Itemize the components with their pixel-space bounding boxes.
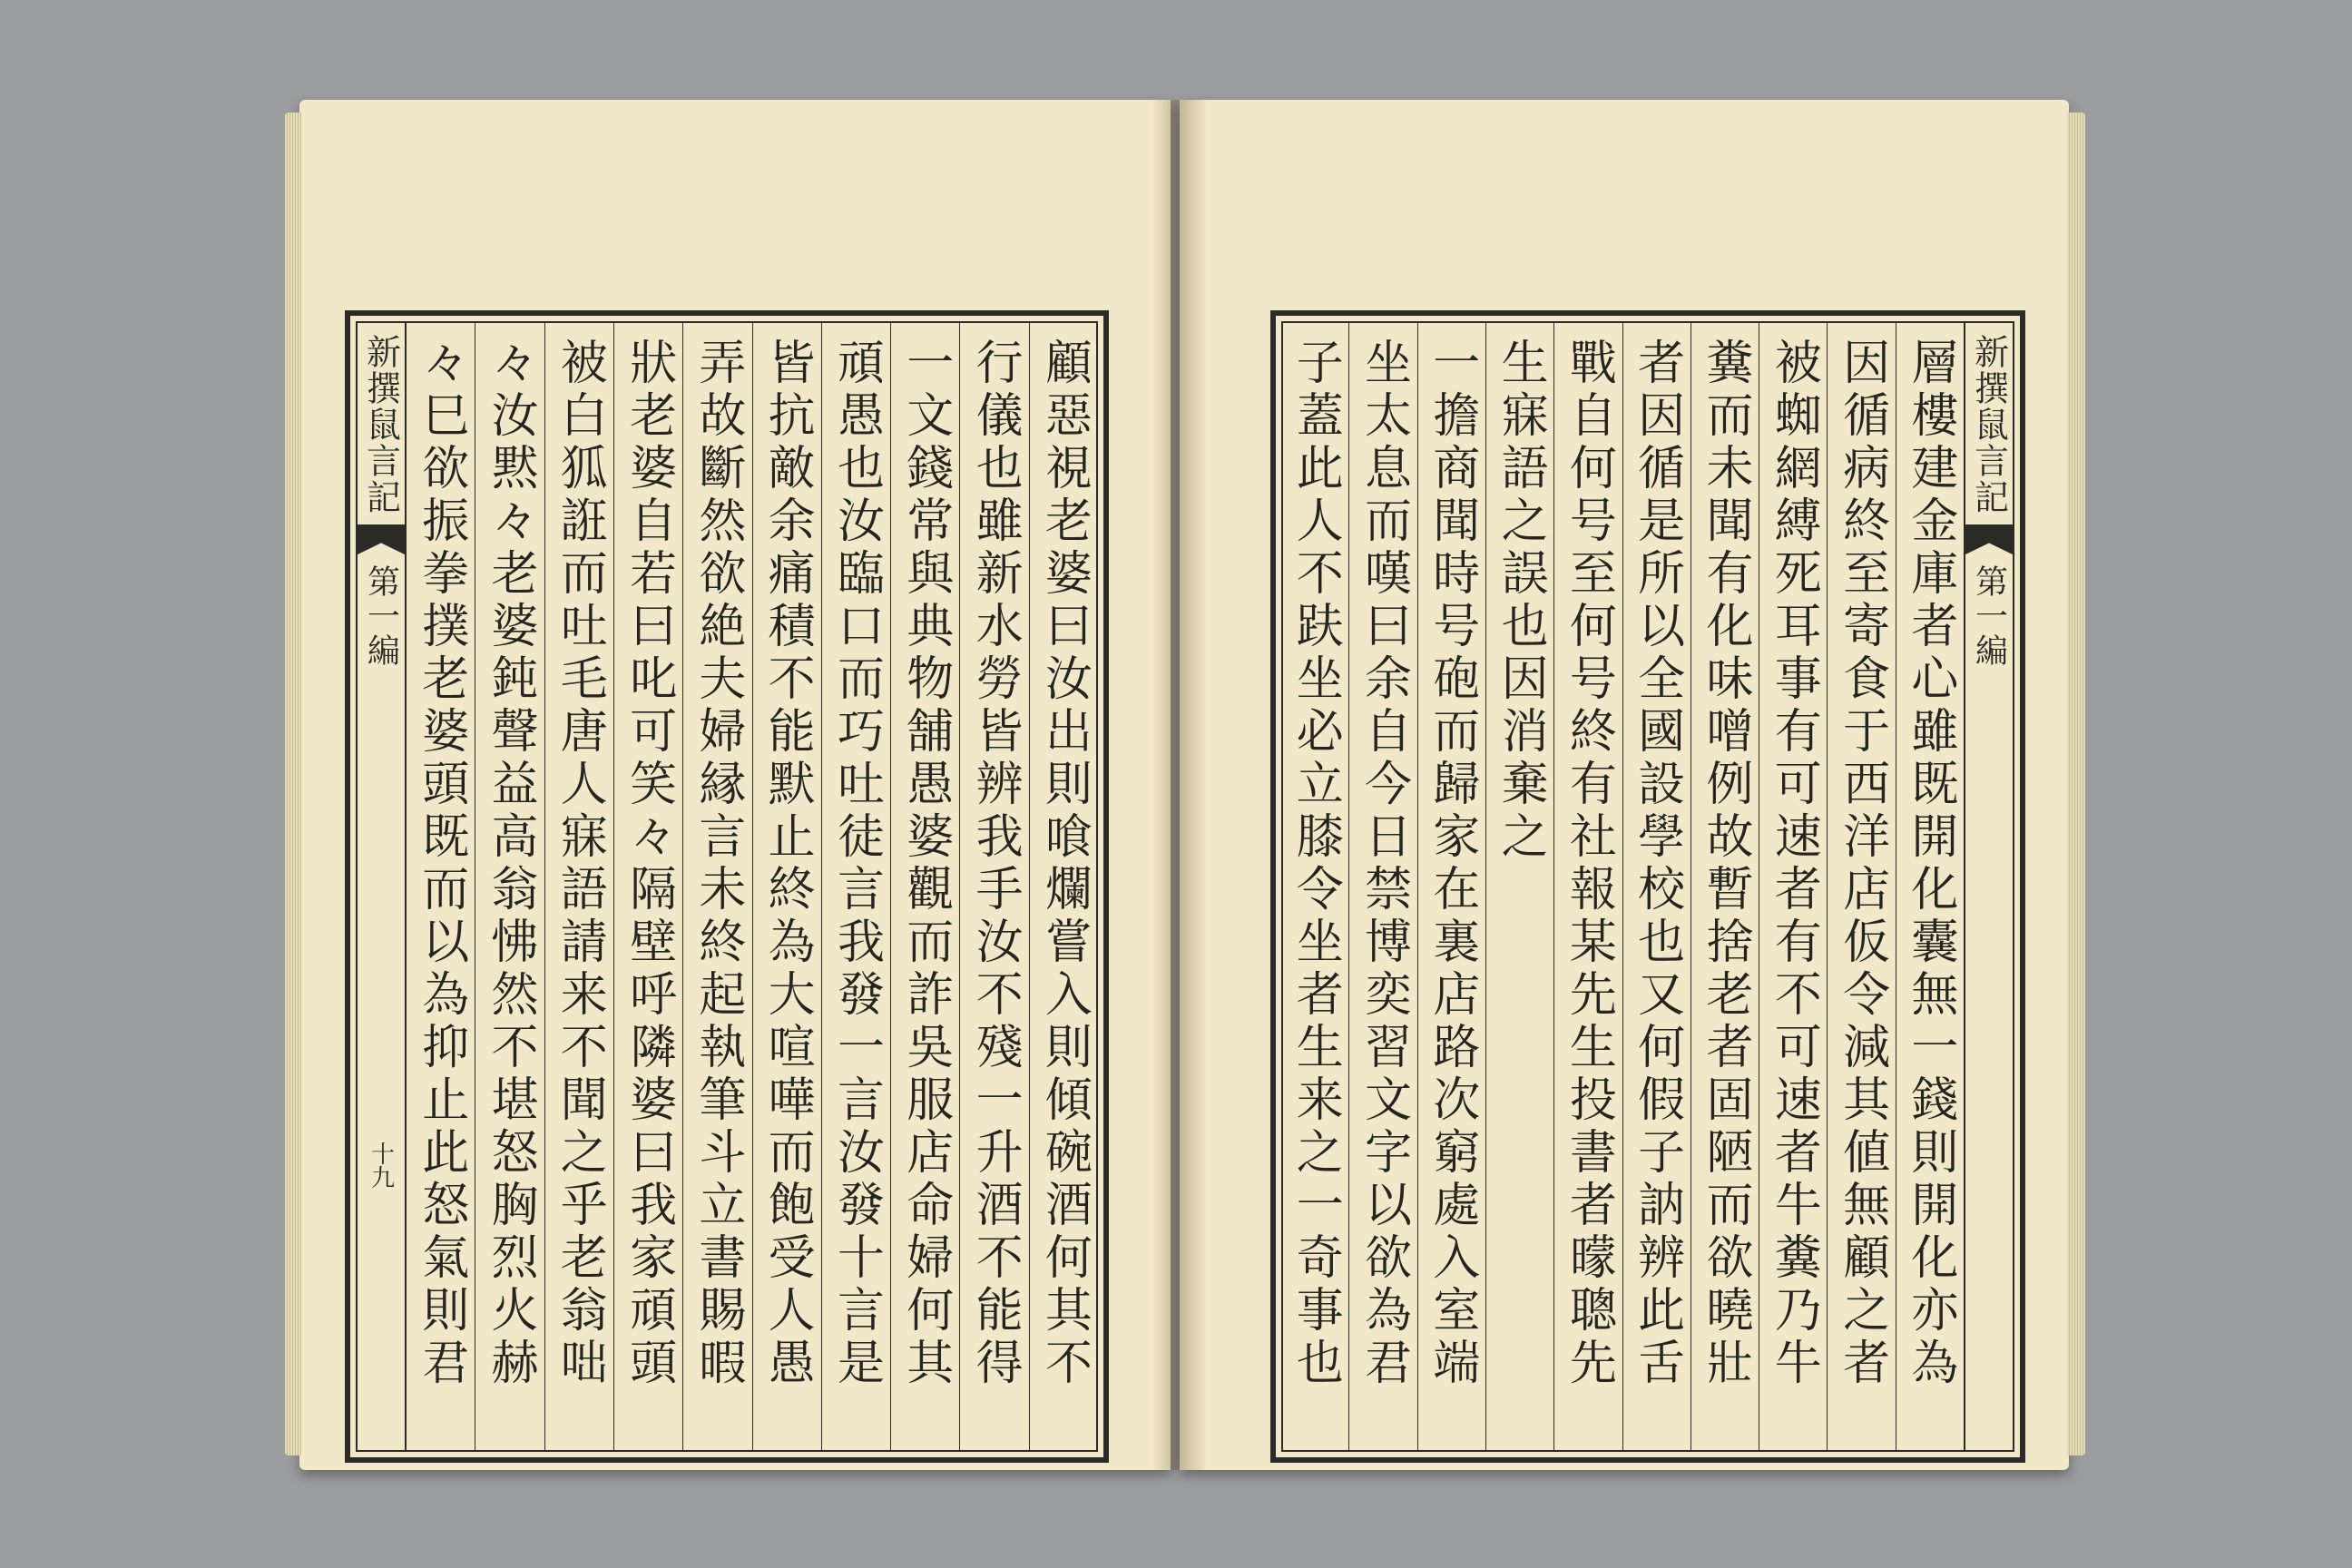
text-column: 被蜘網縛死耳事有可速者有不可速者牛糞乃牛: [1759, 321, 1827, 1452]
text-column: 々汝黙々老婆鈍聲益高翁怫然不堪怒胸烈火赫: [475, 321, 544, 1452]
left-banner-volume: 第一編: [362, 564, 400, 668]
left-center-banner: [356, 321, 407, 1452]
page-edges-left: [285, 113, 301, 1455]
text-column: 被白狐誑而吐毛唐人寐語請来不聞之乎老翁咄: [544, 321, 613, 1452]
text-column: 一擔商聞時号砲而歸家在裏店路次窮處入室端: [1417, 321, 1485, 1452]
text-column: 行儀也雖新水勞皆辨我手汝不殘一升酒不能得: [959, 321, 1028, 1452]
fish-tail-mark: [356, 524, 407, 555]
text-column: 子蓋此人不趺坐必立膝令坐者生来之一奇事也: [1288, 338, 1343, 1390]
page-edges-right: [2067, 113, 2085, 1455]
text-column: 坐太息而嘆曰余自今日禁博奕習文字以欲為君: [1348, 321, 1416, 1452]
right-page: [1180, 100, 2069, 1470]
fish-tail-mark: [1964, 524, 2014, 555]
text-column: 生寐語之誤也因消棄之: [1485, 321, 1553, 1452]
left-page: [299, 100, 1171, 1470]
text-column: 一文錢常與典物舗愚婆觀而詐吳服店命婦何其: [890, 321, 959, 1452]
book-gutter: [1152, 100, 1207, 1470]
text-column: 因循病終至寄食于西洋店仮令減其値無顧之者: [1827, 321, 1895, 1452]
text-column: 狀老婆自若曰叱可笑々隔壁呼隣婆曰我家頑頭: [613, 321, 682, 1452]
left-text-frame: [345, 310, 1109, 1463]
text-column: 顧惡視老婆曰汝出則喰爛嘗入則傾碗酒何其不: [1029, 321, 1098, 1452]
right-banner-volume: 第一編: [1970, 564, 2008, 668]
text-column: 皆抗敵余痛積不能默止終為大喧嘩而飽受人愚: [752, 321, 821, 1452]
text-column: 糞而未聞有化味噌例故暫捨老者固陋而欲曉壯: [1690, 321, 1759, 1452]
open-book: [299, 100, 2069, 1470]
text-column: 戰自何号至何号終有社報某先生投書者曚聰先: [1553, 321, 1622, 1452]
left-text-columns: [407, 321, 1098, 1452]
left-folio-number: 十九: [367, 1142, 395, 1189]
left-banner-title: 新撰鼠言記: [360, 334, 401, 515]
right-banner-title: 新撰鼠言記: [1968, 334, 2009, 515]
right-text-columns: [1281, 321, 1964, 1452]
text-column: 々巳欲振拳撲老婆頭既而以為抑止此怒氣則君: [413, 338, 468, 1390]
right-text-frame: [1270, 310, 2025, 1463]
text-column: 頑愚也汝臨口而巧吐徒言我發一言汝發十言是: [821, 321, 890, 1452]
text-column: 者因循是所以全國設學校也又何假子訥辨此舌: [1622, 321, 1690, 1452]
text-column: 層樓建金庫者心雖既開化囊無一錢則開化亦為: [1896, 321, 1964, 1452]
text-column: 弄故斷然欲絶夫婦縁言未終起執筆斗立書賜暇: [682, 321, 751, 1452]
right-center-banner: [1964, 321, 2014, 1452]
